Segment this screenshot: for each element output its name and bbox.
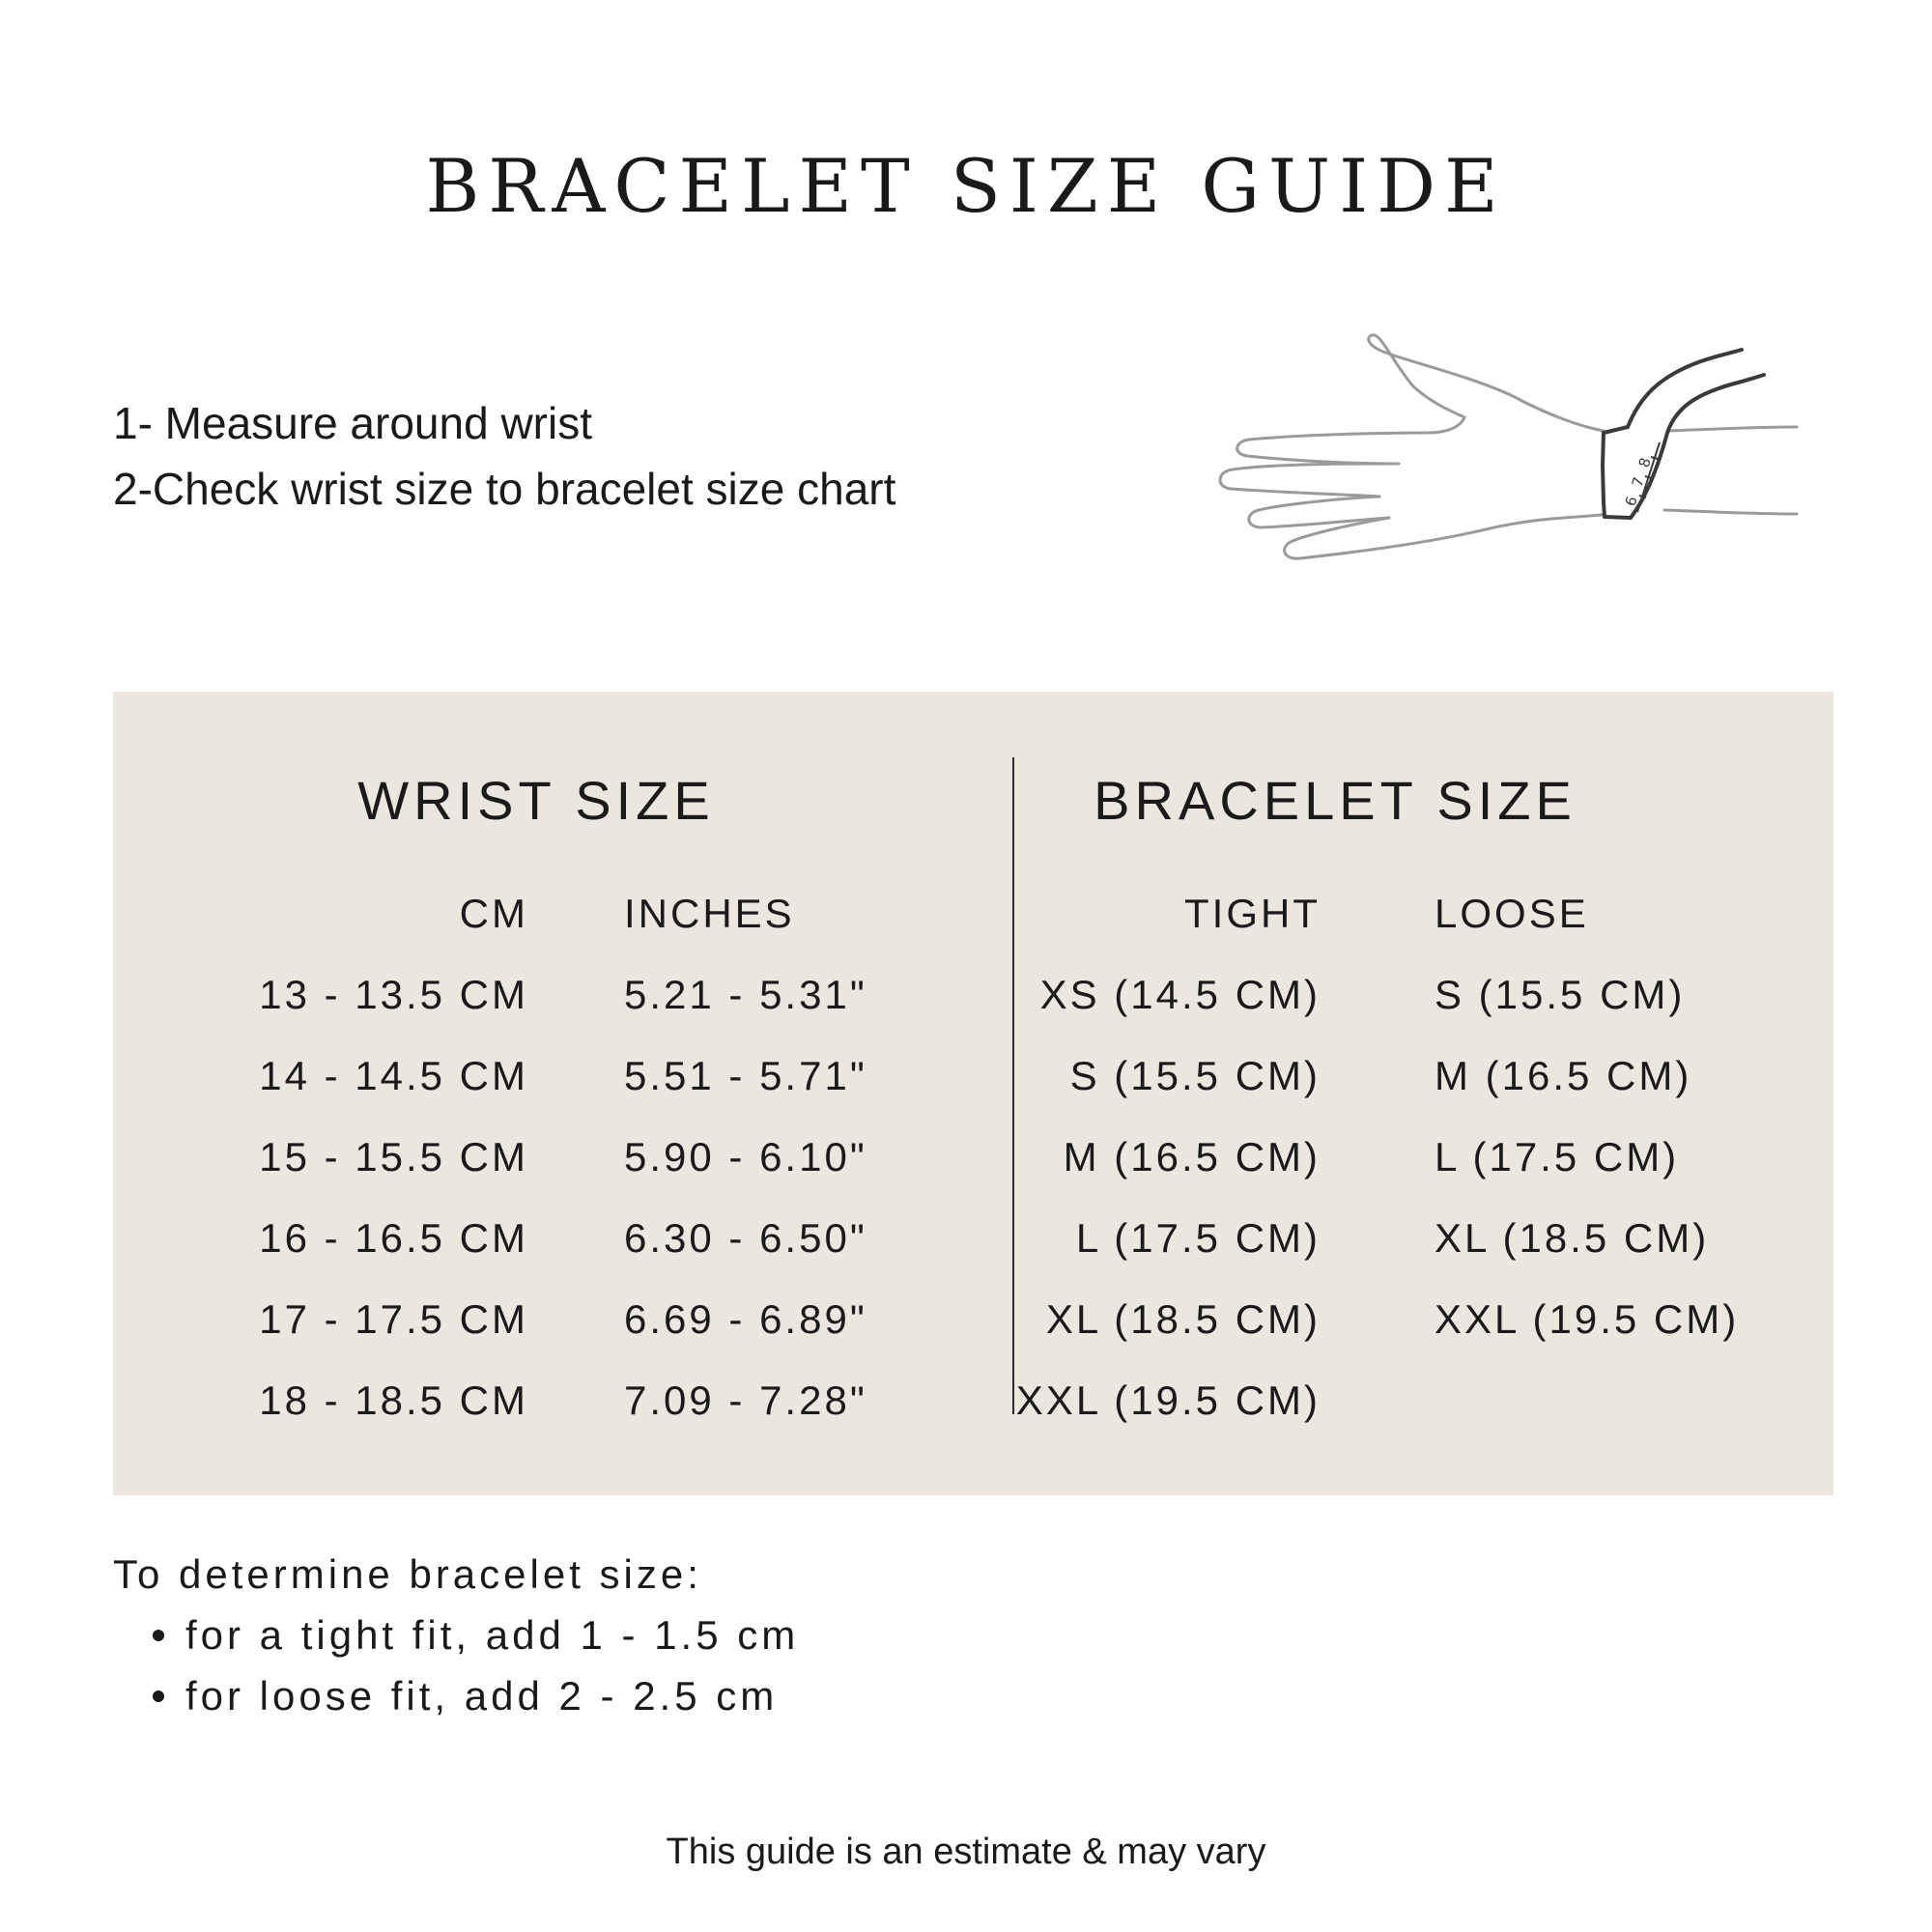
- tape-mark-6: 6: [1621, 494, 1641, 509]
- bullet-icon: [153, 1690, 164, 1702]
- wrist-cm-cell: 18 - 18.5 CM: [259, 1378, 528, 1423]
- bracelet-loose-cell: L (17.5 CM): [1435, 1134, 1680, 1179]
- instructions: [113, 390, 895, 522]
- wrist-cm-cell: 16 - 16.5 CM: [259, 1215, 528, 1261]
- wrist-inches-cell: 5.90 - 6.10": [624, 1134, 867, 1179]
- instruction-step-2: 2-Check wrist size to bracelet size chart: [113, 464, 896, 514]
- hand-measuring-tape-icon: [1215, 319, 1804, 609]
- column-header-cm: CM: [459, 891, 528, 936]
- wrist-cm-cell: 13 - 13.5 CM: [259, 972, 528, 1017]
- size-chart-panel: [113, 692, 1833, 1495]
- note-tight-fit: for a tight fit, add 1 - 1.5 cm: [185, 1612, 800, 1658]
- bracelet-loose-cell: XXL (19.5 CM): [1435, 1296, 1740, 1342]
- note-loose-fit: for loose fit, add 2 - 2.5 cm: [185, 1673, 779, 1719]
- sizing-notes: [113, 1544, 799, 1726]
- notes-list: [113, 1605, 799, 1726]
- wrist-inches-cell: 7.09 - 7.28": [624, 1378, 867, 1423]
- wrist-size-heading: WRIST SIZE: [357, 770, 715, 831]
- list-item: [185, 1605, 799, 1665]
- bracelet-loose-cell: M (16.5 CM): [1435, 1053, 1692, 1098]
- wrist-cm-cell: 17 - 17.5 CM: [259, 1296, 528, 1342]
- wrist-cm-cell: 15 - 15.5 CM: [259, 1134, 528, 1179]
- bracelet-tight-cell: S (15.5 CM): [1069, 1053, 1321, 1098]
- bracelet-tight-cell: XL (18.5 CM): [1045, 1296, 1321, 1342]
- bracelet-tight-cell: XS (14.5 CM): [1039, 972, 1321, 1017]
- column-header-loose: LOOSE: [1435, 891, 1589, 936]
- wrist-inches-cell: 6.30 - 6.50": [624, 1215, 867, 1261]
- bracelet-size-heading: BRACELET SIZE: [1094, 770, 1577, 831]
- tape-mark-7: 7: [1628, 474, 1648, 490]
- bracelet-tight-cell: L (17.5 CM): [1075, 1215, 1321, 1261]
- bracelet-loose-cell: XL (18.5 CM): [1435, 1215, 1710, 1261]
- bracelet-loose-cell: S (15.5 CM): [1435, 972, 1686, 1017]
- notes-intro: To determine bracelet size:: [113, 1551, 702, 1597]
- wrist-inches-cell: 5.51 - 5.71": [624, 1053, 867, 1098]
- wrist-cm-cell: 14 - 14.5 CM: [259, 1053, 528, 1098]
- footer-disclaimer: This guide is an estimate & may vary: [666, 1832, 1266, 1872]
- bracelet-tight-cell: XXL (19.5 CM): [1015, 1378, 1321, 1423]
- column-header-inches: INCHES: [624, 891, 795, 936]
- list-item: [185, 1665, 799, 1726]
- column-header-tight: TIGHT: [1184, 891, 1321, 936]
- tape-mark-8: 8: [1634, 455, 1655, 470]
- instruction-step-1: 1- Measure around wrist: [113, 398, 592, 448]
- wrist-inches-cell: 6.69 - 6.89": [624, 1296, 867, 1342]
- wrist-inches-cell: 5.21 - 5.31": [624, 972, 867, 1017]
- bullet-icon: [153, 1630, 164, 1641]
- bracelet-tight-cell: M (16.5 CM): [1063, 1134, 1321, 1179]
- page-title: BRACELET SIZE GUIDE: [425, 143, 1507, 229]
